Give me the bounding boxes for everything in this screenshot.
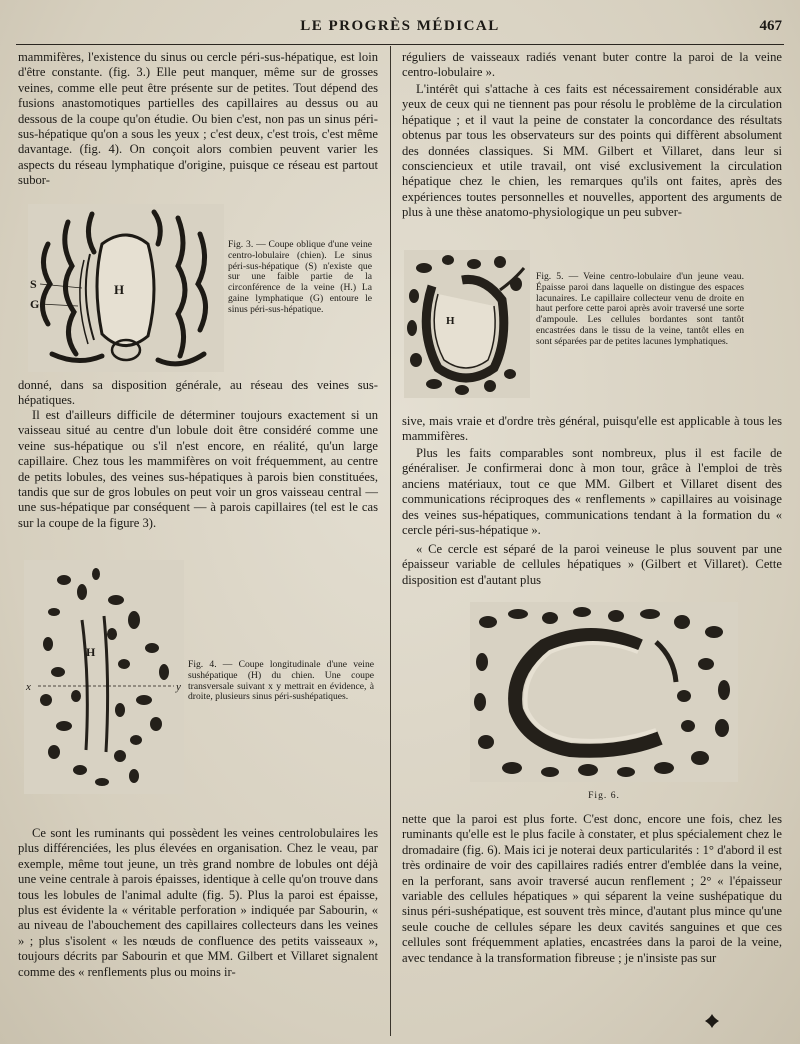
page-number: 467: [759, 18, 782, 34]
figure-3-caption: Fig. 3. — Coupe oblique d'une veine centro-lobulaire (chien). Le sinus péri-sus-hépatique (S) n'existe que sur une faible partie de la circonférence de la veine (H.) La gaine lymphatique (G) entoure le sinus péri-sus-hépatique.: [228, 239, 372, 315]
column-divider: [390, 46, 391, 1036]
figure-3-illustration: [28, 204, 224, 372]
fig5-label-h: H: [446, 315, 455, 327]
right-paragraph-5: « Ce cercle est séparé de la paroi veineuse le plus souvent par une épaisseur variable de cellules hépatiques » (Gilbert et Villaret). Cette disposition est d'autant plus: [402, 542, 782, 587]
left-paragraph-2: donné, dans sa disposition générale, au réseau des veines sus-hépatiques.: [18, 378, 378, 408]
figure-4-illustration: [24, 560, 184, 794]
fig3-label-h: H: [114, 282, 125, 297]
figure-6-illustration: [470, 602, 738, 782]
figure-4-caption: Fig. 4. — Coupe longitudinale d'une veine sushépatique (H) du chien. Une coupe transversale suivant x y mettrait en évidence, à droite, plusieurs sinus péri-sushépatiques.: [188, 659, 374, 703]
right-paragraph-1: réguliers de vaisseaux radiés venant buter contre la paroi de la veine centro-lobulaire ».: [402, 50, 782, 80]
right-paragraph-4: Plus les faits comparables sont nombreux, plus il est facile de généraliser. Je confirmerai donc à mon tour, grâce à l'emploi de très anciens matériaux, tout ce que MM. Gilbert et Villaret disent des communications réciproques des « renflements » capillaires au voisinage des veines sus-hépatiques, communications tendant à la formation du « cercle péri-sus-hépatique ».: [402, 446, 782, 538]
right-paragraph-3: sive, mais vraie et d'ordre très général, puisqu'elle est applicable à tous les mammifères.: [402, 414, 782, 444]
fig3-label-g: G: [30, 297, 40, 311]
fig3-label-s: S: [30, 277, 37, 291]
fig4-label-y: y: [176, 681, 181, 693]
header-rule: [16, 44, 784, 45]
fig4-label-h: H: [86, 645, 96, 659]
right-paragraph-6: nette que la paroi est plus forte. C'est donc, encore une fois, chez les ruminants qu'elle est le plus facile à constater, et plus spécialement chez le dromadaire (fig. 6). Mais ici je noterai deux particularités : 1° d'abord il est très ordinaire de voir des capillaires radiés entrer d'emblée dans la veine, en la perforant, sans avoir traversé aucun renflement ; 2° « l'épaisseur variable des cellules hépatiques » qui séparent la veine sushépatique du sinus péri-sushépatique, est souvent très mince, d'autant plus mince qu'une seule couche de cellules sépare les deux cavités sanguines et que ces cellules sont fréquemment aplaties, encastrées dans la paroi de la veine, avec tendance à la transformation fibreuse ; je n'insiste pas sur: [402, 812, 782, 965]
figure-5-caption: Fig. 5. — Veine centro-lobulaire d'un jeune veau. Épaisse paroi dans laquelle on distingue des espaces lacunaires. Le capillaire collecteur venu de droite en haut perfore cette paroi après avoir traversé une sorte d'ampoule. Les cellules bordantes sont tantôt encastrées dans le tissu de la veine, tantôt elles en sont séparées par de petites lacunes lymphatiques.: [536, 271, 744, 347]
fleuron-ornament-icon: [704, 1013, 720, 1029]
fig4-label-x: x: [26, 681, 31, 693]
left-paragraph-1: mammifères, l'existence du sinus ou cercle péri-sus-hépatique, est loin d'être constante. (fig. 3.) Elle peut manquer, même sur de grosses veines, comme elle peut être présente sur de petites. Tout dépend des fusions anastomotiques partielles des capillaires au dessus ou au dessous de la coupe qu'on étudie. Ou bien c'est, non pas un sinus péri-sus-hépatique qu'on a sous les yeux ; c'est deux, c'est trois, c'est même davantage. (fig. 4). On conçoit alors combien peuvent varier les aspects du réseau lymphatique d'origine, puisque ce réseau est partout subor-: [18, 50, 378, 188]
figure-6-caption: Fig. 6.: [588, 790, 620, 801]
page-header: [0, 14, 800, 40]
journal-title: LE PROGRÈS MÉDICAL: [300, 18, 500, 34]
left-paragraph-4: Ce sont les ruminants qui possèdent les veines centrolobulaires les plus différenciées, les plus élevées en organisation. Chez le veau, par exemple, même tout jeune, un très grand nombre de lobules ont déjà une veine centrale à parois épaisses, identique à celle qu'on trouve dans tous les lobules de l'animal adulte (fig. 5). Plus la paroi est épaisse, plus est évidente la « véritable perforation » indiquée par Sabourin, « au niveau de l'abouchement des capillaires collecteurs dans les veines » ; plus s'isolent « les nœuds de confluence des petits vaisseaux », toujours décrits par Sabourin et que MM. Gilbert et Villaret signalent comme des « renflements plus ou moins ir-: [18, 826, 378, 979]
left-paragraph-3: Il est d'ailleurs difficile de déterminer toujours exactement si un vaisseau situé au centre d'un lobule doit être considéré comme une veine sus-hépatique ou s'il n'est encore, en réalité, qu'un large capillaire. Chez tous les mammifères on voit fréquemment, au centre de petits lobules, des veines sus-hépatiques à parois bien constituées, tandis que sur de gros lobules on peut voir un gros vaisseau central — une sus-hépatique par conséquent — à parois capillaires (tel est le cas sur la coupe de la figure 3).: [18, 408, 378, 530]
figure-5-illustration: [404, 250, 530, 398]
right-paragraph-2: L'intérêt qui s'attache à ces faits est nécessairement considérable aux yeux de ceux qui ne tiennent pas pour résolu le problème de la circulation hépatique ; et il vaut la peine de constater la concordance des résultats obtenus par tous les observateurs sur des points qui diffèrent absolument des données classiques. Si MM. Gilbert et Villaret, dans leur si consciencieux et utile travail, ont visé exclusivement la circulation hépatique chez le chien, les remarques qu'ils ont faites, après des expériences toutes personnelles et nouvelles, apportent des arguments de plus à une thèse anatomo-physiologique un peu subver-: [402, 82, 782, 220]
